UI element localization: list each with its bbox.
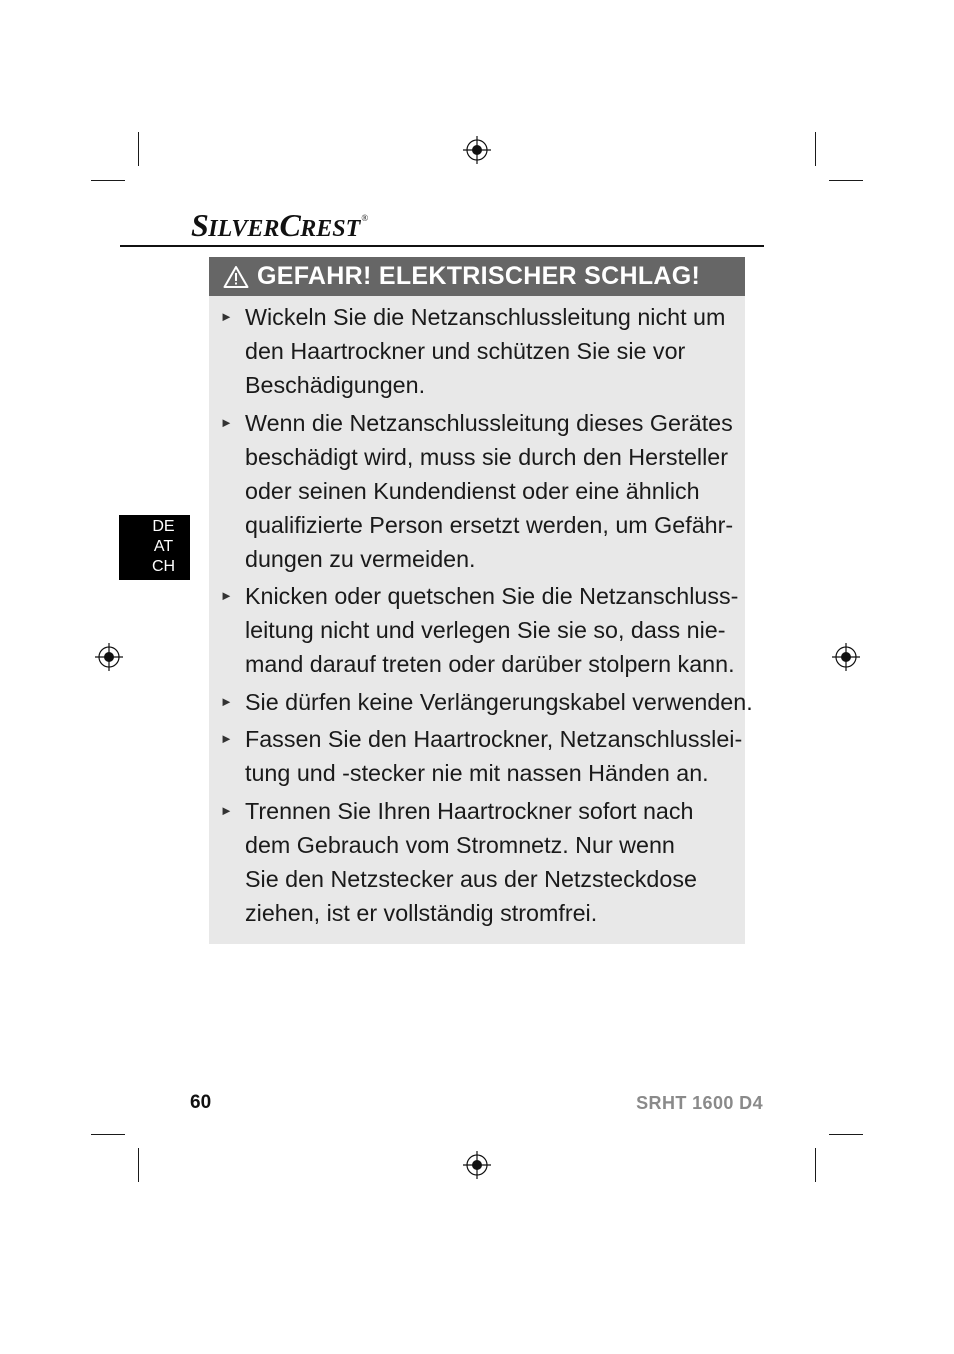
header-rule [120,245,764,247]
crop-mark [91,180,125,181]
warning-list-item [209,685,753,719]
crop-mark [91,1134,125,1135]
bullet-arrow-icon: ► [220,731,233,746]
crop-mark [815,1148,816,1182]
bullet-arrow-icon: ► [220,693,233,709]
model-number: SRHT 1600 D4 [636,1093,763,1113]
registration-mark-icon [832,643,860,671]
warning-box [209,257,753,944]
crop-mark [829,180,863,181]
item-text-line: leitung nicht und verlegen Sie sie so, dass nie- [245,617,726,643]
item-text-line: ziehen, ist er vollständig stromfrei. [245,899,598,926]
registered-mark: ® [361,213,369,223]
warning-list-item [209,300,745,402]
registration-mark-icon [463,1151,491,1179]
warning-title: GEFAHR! ELEKTRISCHER SCHLAG! [257,262,701,290]
logo-letter: S [191,207,209,243]
warning-list-item [209,579,745,681]
item-text-line: Wenn die Netzanschlussleitung dieses Gerätes [245,409,733,436]
warning-list-item [209,794,745,930]
item-text-line: Sie den Netzstecker aus der Netzsteckdose [245,865,697,892]
item-text-line: tung und -stecker nie mit nassen Händen an. [245,760,709,786]
crop-mark [138,1148,139,1182]
logo-letter: C [279,207,301,243]
crop-mark [815,132,816,166]
logo-text: REST [300,216,361,242]
bullet-arrow-icon: ► [220,414,233,430]
crop-mark [829,1134,863,1135]
page-number: 60 [190,1092,212,1113]
item-text-line: dungen zu vermeiden. [245,545,476,572]
registration-mark-icon [463,136,491,164]
item-text-line: oder seinen Kundendienst oder eine ähnlich [245,477,700,504]
item-text-line: Fassen Sie den Haartrockner, Netzanschlusslei- [245,726,743,752]
registration-mark-icon [95,643,123,671]
warning-triangle-icon [223,265,249,289]
language-tab [119,515,190,580]
warning-header [209,257,745,296]
language-code: CH [151,558,176,575]
crop-mark [138,132,139,166]
warning-list-item [209,722,745,790]
item-text-line: qualifizierte Person ersetzt werden, um Gefähr- [245,511,734,538]
item-text-line: dem Gebrauch vom Stromnetz. Nur wenn [245,831,675,858]
item-text-line: beschädigt wird, muss sie durch den Hersteller [245,443,728,470]
item-text-line: den Haartrockner und schützen Sie sie vor [245,338,686,364]
item-text-line: mand darauf treten oder darüber stolpern kann. [245,651,735,677]
bullet-arrow-icon: ► [220,309,233,324]
warning-list-item [209,406,745,576]
logo-text: ILVER [208,216,280,242]
bullet-arrow-icon: ► [220,588,233,603]
item-text-line: Wickeln Sie die Netzanschlussleitung nicht um [245,304,726,330]
language-code: DE [152,518,175,535]
bullet-arrow-icon: ► [220,802,233,818]
item-text-line: Trennen Sie Ihren Haartrockner sofort nach [245,797,694,824]
brand-logo [191,207,368,241]
warning-list [209,300,753,933]
item-text-line: Sie dürfen keine Verlängerungskabel verwenden. [245,688,753,715]
item-text-line: Beschädigungen. [245,372,426,398]
language-code: AT [153,538,174,555]
item-text-line: Knicken oder quetschen Sie die Netzanschluss- [245,583,739,609]
